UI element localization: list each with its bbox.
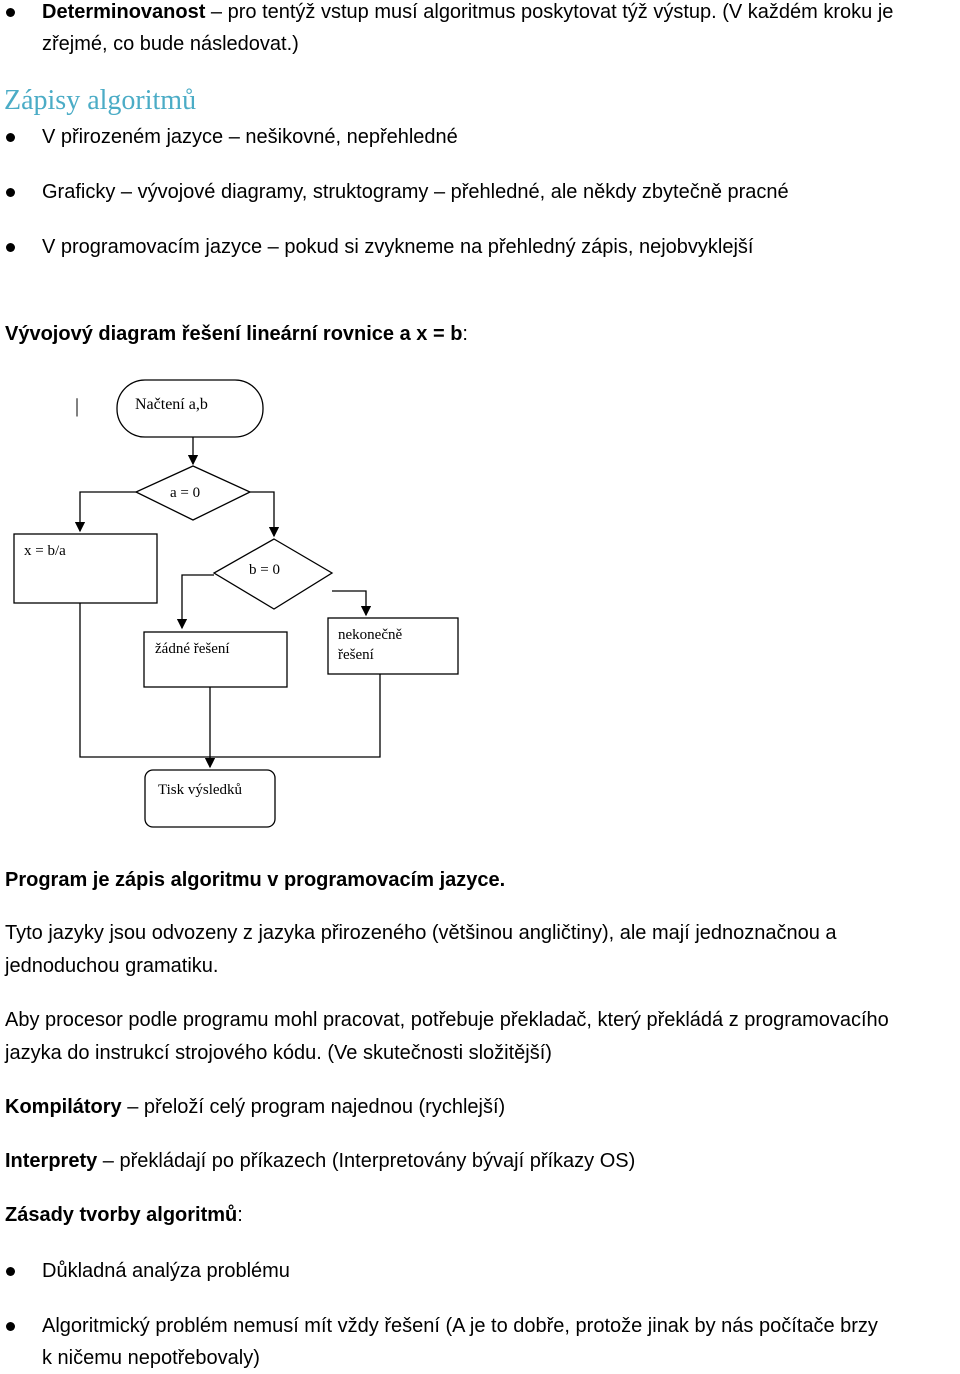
- section-heading: Zápisy algoritmů: [4, 85, 197, 116]
- start-label: Načtení a,b: [135, 396, 208, 413]
- end-terminator: [145, 770, 275, 827]
- list-item: Algoritmický problém nemusí mít vždy řešení (A je to dobře, protože jinak by nás počítače brzy: [42, 1315, 878, 1337]
- decision1-label: a = 0: [170, 485, 201, 501]
- connector: [332, 591, 366, 615]
- list-item: V přirozeném jazyce – nešikovné, nepřehledné: [42, 126, 458, 148]
- cursor-mark: |: [75, 395, 80, 417]
- infinite-label-2: řešení: [338, 647, 374, 663]
- decision2-label: b = 0: [249, 562, 280, 578]
- end-label: Tisk výsledků: [158, 782, 243, 798]
- languages-paragraph-line2: jednoduchou gramatiku.: [5, 955, 219, 977]
- interprets-line: [5, 1145, 635, 1177]
- interprets-desc: – překládají po příkazech (Interpretovány bývají příkazy OS): [97, 1150, 636, 1172]
- bullet-dot: [6, 1322, 15, 1331]
- program-definition: [5, 864, 505, 896]
- compilers-line: [5, 1091, 505, 1123]
- principles-colon: :: [237, 1204, 243, 1226]
- processor-paragraph-line2: jazyka do instrukcí strojového kódu. (Ve skutečnosti složitější): [5, 1042, 552, 1064]
- list-item: Graficky – vývojové diagramy, struktogramy – přehledné, ale někdy zbytečně pracné: [42, 181, 789, 203]
- division-label: x = b/a: [24, 543, 66, 559]
- term-description: – pro tentýž vstup musí algoritmus poskytovat týž výstup. (V každém kroku je: [205, 1, 894, 23]
- list-item: V programovacím jazyce – pokud si zvykneme na přehledný zápis, nejobvyklejší: [42, 236, 754, 258]
- connector: [250, 492, 274, 536]
- bullet-dot: [6, 1267, 15, 1276]
- list-item: Důkladná analýza problému: [42, 1260, 290, 1282]
- list-item-line2: k ničemu nepotřebovaly): [42, 1347, 260, 1369]
- languages-paragraph-line1: Tyto jazyky jsou odvozeny z jazyka přirozeného (většinou angličtiny), ale mají jednoznačnou a: [5, 922, 837, 944]
- caption-rest: :: [462, 323, 468, 345]
- no-solution-label: žádné řešení: [155, 641, 230, 657]
- compilers-desc: – přeloží celý program najednou (rychlejší): [121, 1096, 506, 1118]
- principles-term: Zásady tvorby algoritmů: [5, 1204, 238, 1226]
- program-definition-text: Program je zápis algoritmu v programovacím jazyce.: [5, 869, 506, 891]
- caption-bold: Vývojový diagram řešení lineární rovnice a x = b: [5, 323, 463, 345]
- interprets-term: Interprety: [5, 1150, 98, 1172]
- compilers-term: Kompilátory: [5, 1096, 122, 1118]
- determinism-item-line2: zřejmé, co bude následovat.): [42, 33, 299, 55]
- connector: [80, 492, 136, 531]
- connector: [182, 575, 214, 628]
- processor-paragraph-line1: Aby procesor podle programu mohl pracovat, potřebuje překladač, který překládá z programovacího: [5, 1009, 889, 1031]
- principles-heading: [5, 1199, 243, 1231]
- term-label: Determinovanost: [42, 1, 206, 23]
- infinite-label-1: nekonečně: [338, 627, 403, 643]
